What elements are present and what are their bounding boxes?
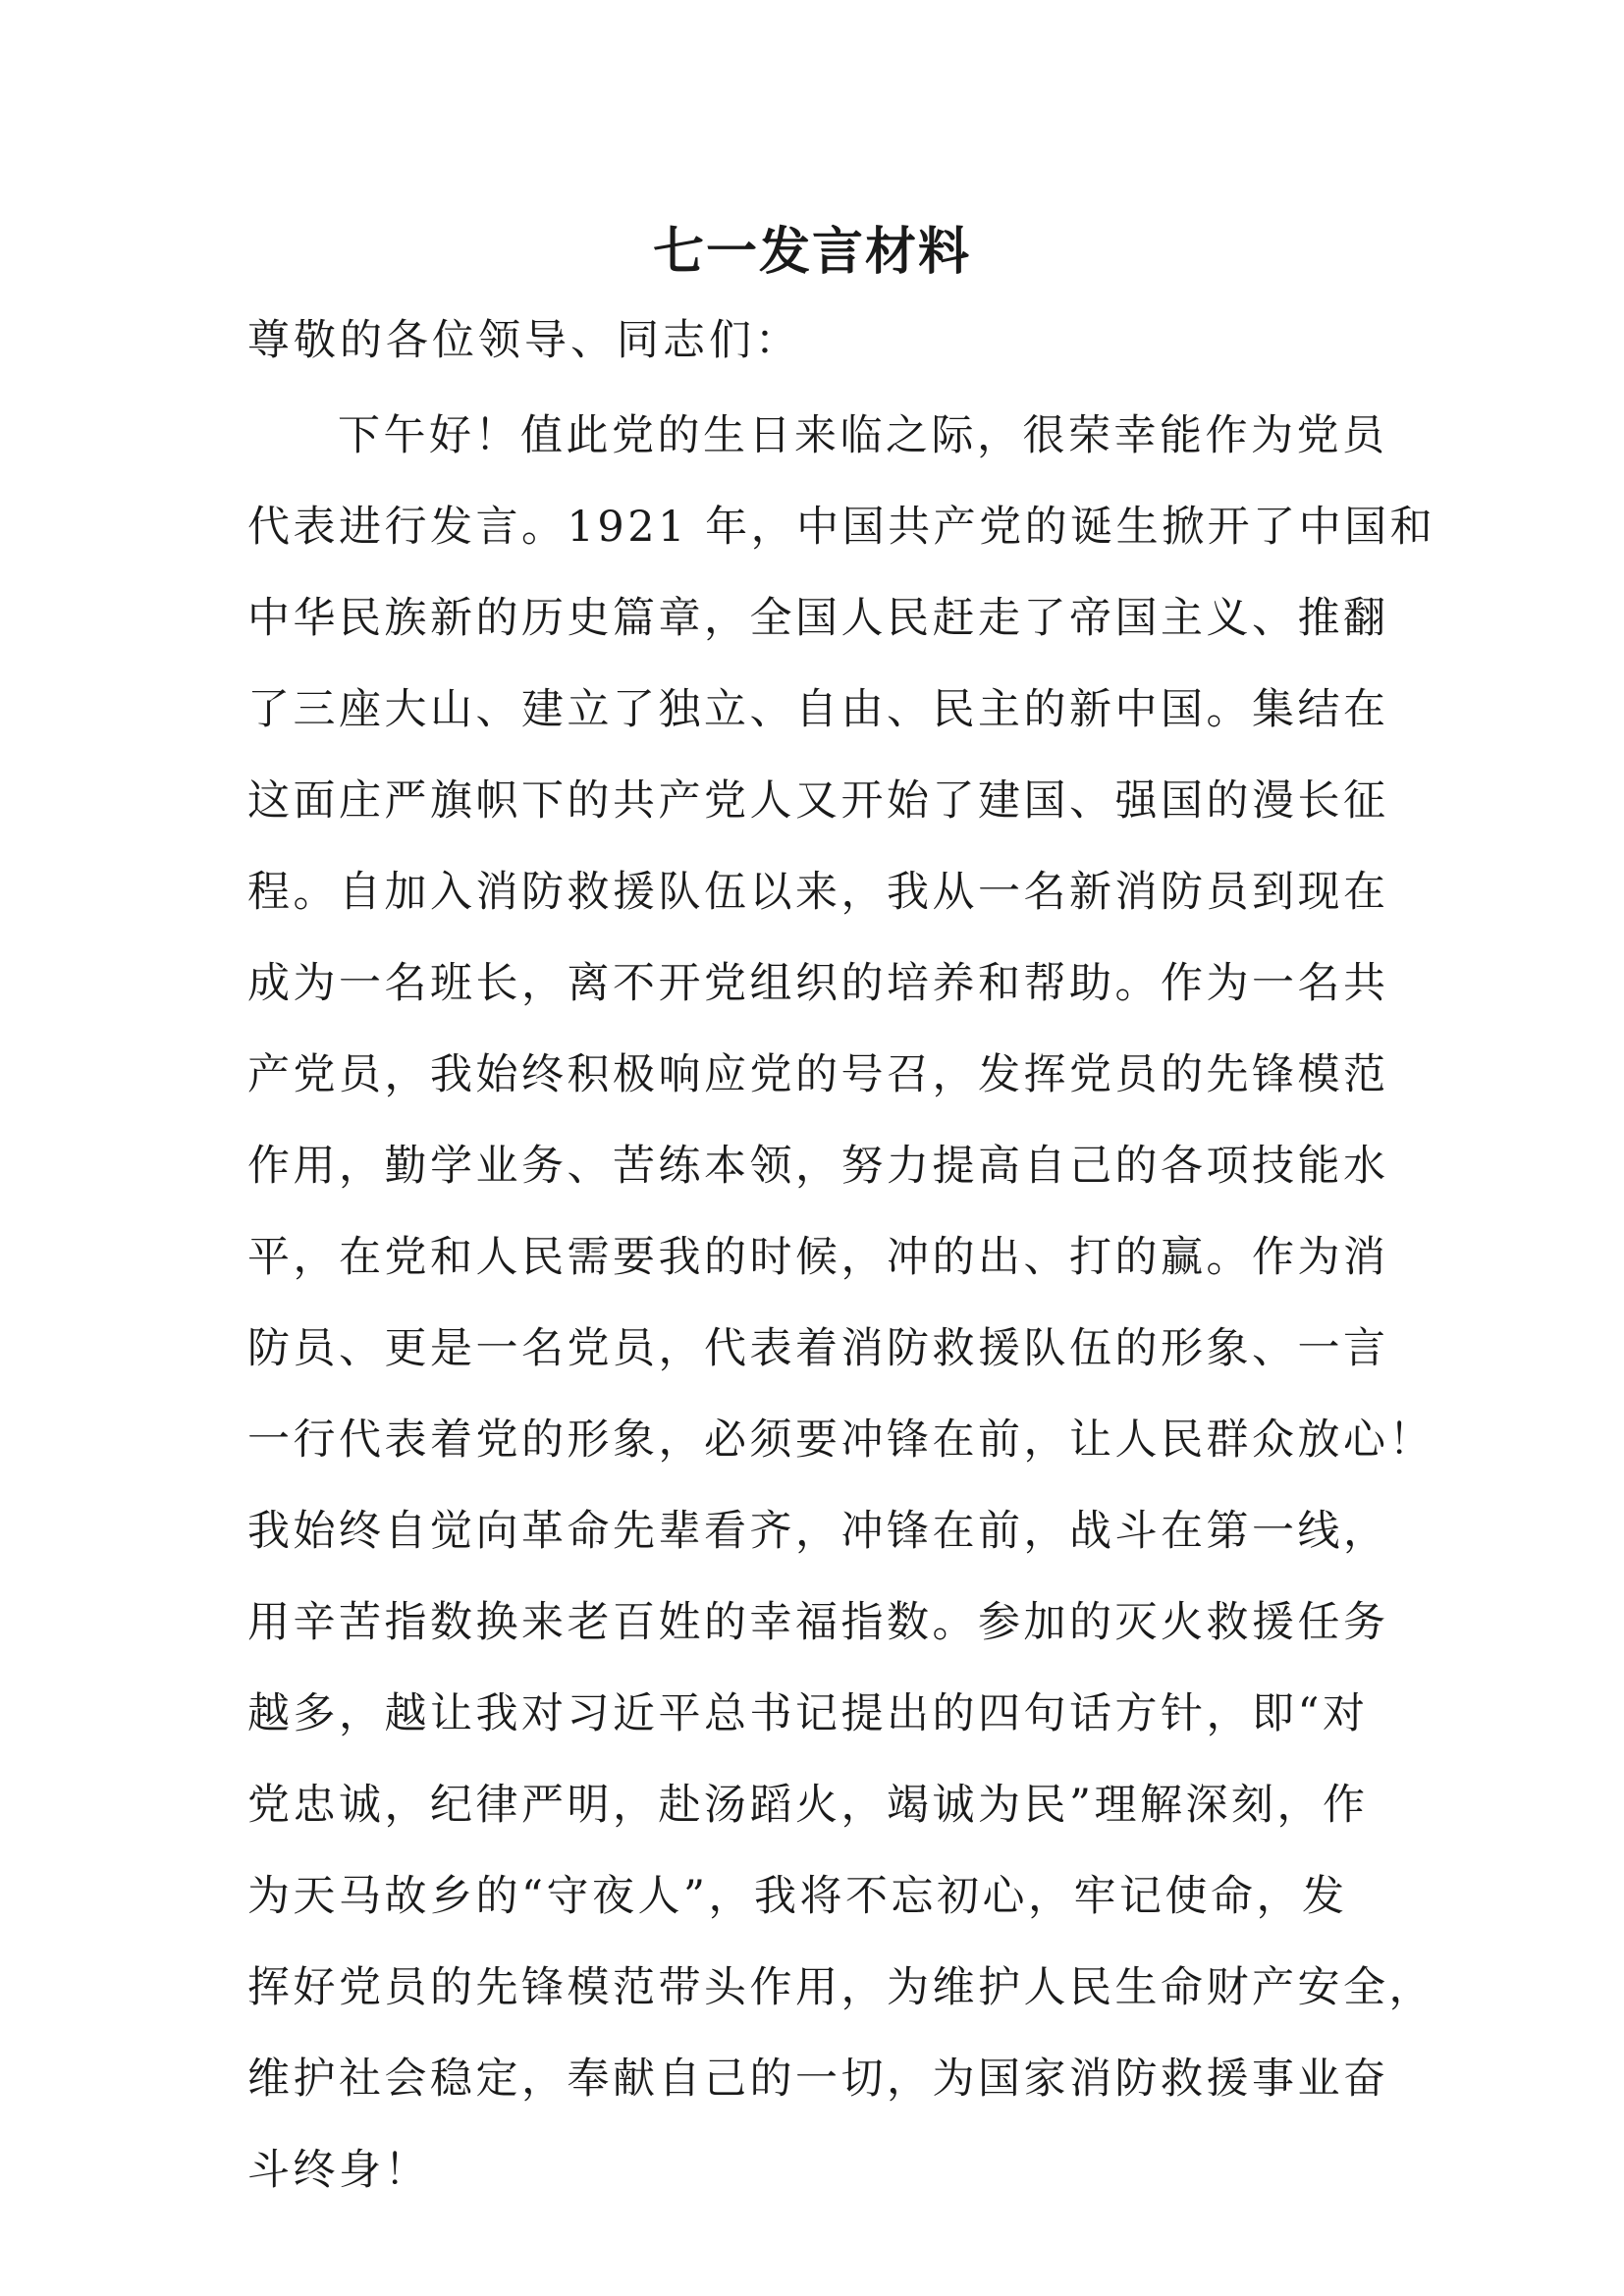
text-line: 斗终身！ [247, 2146, 430, 2195]
text-line: 用辛苦指数换来老百姓的幸福指数。参加的灭火救援任务 [247, 1598, 1389, 1647]
text-line: 防员、更是一名党员，代表着消防救援队伍的形象、一言 [247, 1324, 1389, 1373]
text-line: 下午好！值此党的生日来临之际，很荣幸能作为党员 [338, 411, 1388, 460]
salutation: 尊敬的各位领导、同志们： [247, 316, 801, 365]
text-line: 作用，勤学业务、苦练本领，努力提高自己的各项技能水 [247, 1142, 1389, 1191]
text-line: 党忠诚，纪律严明，赴汤蹈火，竭诚为民”理解深刻，作 [247, 1781, 1369, 1830]
document-title: 七一发言材料 [652, 222, 971, 282]
text-line: 越多，越让我对习近平总书记提出的四句话方针，即“对 [247, 1689, 1369, 1738]
speech-body [247, 391, 1436, 2216]
text-line: 维护社会稳定，奉献自己的一切，为国家消防救援事业奋 [247, 2055, 1389, 2104]
text-line: 了三座大山、建立了独立、自由、民主的新中国。集结在 [247, 685, 1389, 734]
text-line: 这面庄严旗帜下的共产党人又开始了建国、强国的漫长征 [247, 776, 1389, 826]
text-line: 我始终自觉向革命先辈看齐，冲锋在前，战斗在第一线， [247, 1507, 1389, 1556]
text-line: 一行代表着党的形象，必须要冲锋在前，让人民群众放心！ [247, 1415, 1435, 1465]
text-line: 挥好党员的先锋模范带头作用，为维护人民生命财产安全， [247, 1963, 1435, 2012]
text-line: 成为一名班长，离不开党组织的培养和帮助。作为一名共 [247, 959, 1389, 1008]
text-line: 产党员，我始终积极响应党的号召，发挥党员的先锋模范 [247, 1050, 1389, 1099]
text-line: 中华民族新的历史篇章，全国人民赶走了帝国主义、推翻 [247, 594, 1389, 643]
text-line: 代表进行发言。1921 年，中国共产党的诞生掀开了中国和 [247, 503, 1436, 552]
text-line: 为天马故乡的“守夜人”，我将不忘初心，牢记使命，发 [247, 1872, 1348, 1921]
text-line: 程。自加入消防救援队伍以来，我从一名新消防员到现在 [247, 868, 1389, 917]
text-line: 平，在党和人民需要我的时候，冲的出、打的赢。作为消 [247, 1233, 1389, 1282]
